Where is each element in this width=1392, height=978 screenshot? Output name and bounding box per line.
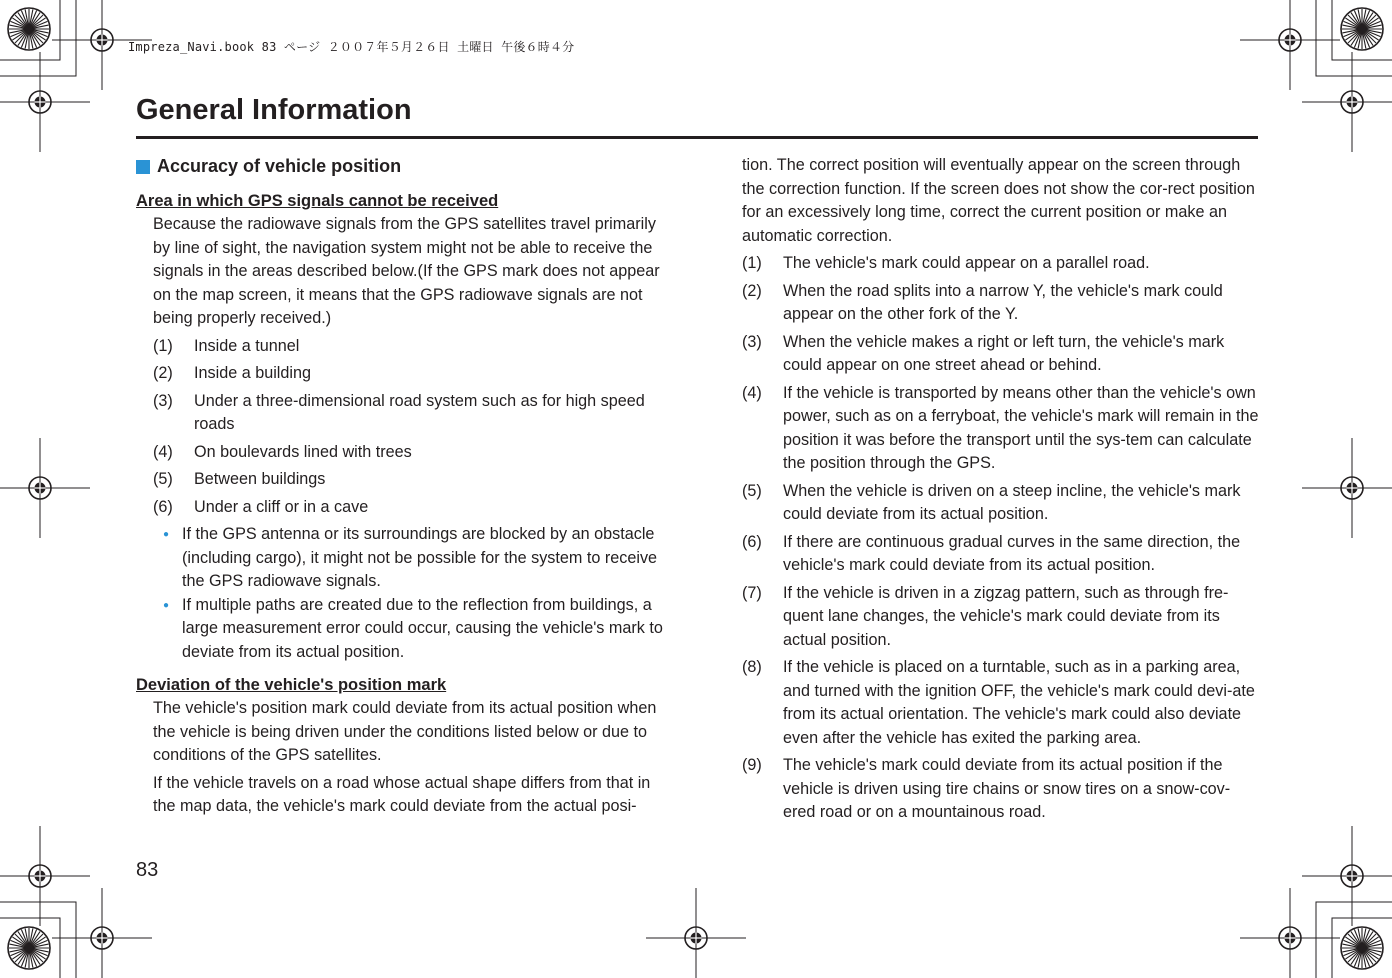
list-item [742,331,1260,378]
deviation-body [136,697,666,819]
list-item-text: The vehicle's mark could appear on a parallel road. [783,254,1150,272]
list-item-number: (4) [742,383,762,402]
square-bullet-icon [136,160,150,174]
list-item-number: (3) [742,332,762,351]
list-item-text: When the vehicle is driven on a steep incline, the vehicle's mark could deviate from its actual position. [783,481,1241,523]
list-item [153,335,666,359]
deviation-heading: Deviation of the vehicle's position mark [136,676,447,694]
note-item [153,594,666,665]
list-item-text: Under a three-dimensional road system such as for high speed roads [194,391,645,433]
section-heading-text: Accuracy of vehicle position [157,156,402,176]
list-item-number: (4) [153,442,173,461]
registration-mark [646,888,746,978]
gps-area-intro: Because the radiowave signals from the GPS satellites travel primarily by line of sight, the navigation system might not be able to receive the signals in the areas described below.(If the GPS mark does not appear on the map screen, it means that the GPS radiowave signals are not being properly received.) [153,215,660,327]
bullet-dot-icon: ● [163,599,170,611]
list-item-number: (9) [742,756,762,774]
list-item [153,441,666,465]
list-item-text: Between buildings [194,470,326,488]
list-item [742,582,1260,653]
list-item-number: (8) [742,658,762,676]
list-item-text: Inside a building [194,364,311,382]
note-text: If multiple paths are created due to the reflection from buildings, a large measurement error could occur, causing the vehicle's mark to deviate from its actual position. [182,595,663,661]
registration-mark [1302,438,1392,538]
note-item [153,523,666,594]
registration-mark [0,438,90,538]
list-item [153,496,666,520]
print-header-meta: Impreza_Navi.book 83 ページ ２００７年５月２６日 土曜日 午後６時４分 [128,40,575,54]
list-item-number: (6) [742,532,762,551]
starburst-mark-top-right [1341,8,1383,50]
left-column [136,154,666,823]
list-item-text: If the vehicle is placed on a turntable, such as in a parking area, and turned with the ignition OFF, the vehicle's mark could devi-ate from its actual orientation. The vehicle's mark could also deviate even after the vehicle has exited the parking area. [783,658,1255,747]
list-item-text: If the vehicle is driven in a zigzag pattern, such as through fre-quent lane changes, the vehicle's mark could deviate from its actual position. [783,583,1229,649]
list-item-number: (5) [153,470,173,488]
deviation-para2-end: tion. The correct position will eventually appear on the screen through the correction function. If the screen does not show the cor-rect position for an excessively long time, correct the current position or make an automatic correction. [742,156,1255,245]
list-item-number: (2) [153,364,173,382]
list-item [742,252,1260,276]
deviation-para1: The vehicle's position mark could deviate from its actual position when the vehicle is being driven under the conditions listed below or due to conditions of the GPS satellites. [153,699,657,764]
title-rule [136,136,1258,139]
starburst-mark-top-left [8,8,50,50]
list-item [742,280,1260,327]
list-item-text: When the road splits into a narrow Y, the vehicle's mark could appear on the other fork of the Y. [783,281,1223,323]
list-item-text: The vehicle's mark could deviate from its actual position if the vehicle is driven using tire chains or snow tires on a snow-cov-ered road or on a mountainous road. [783,756,1231,821]
gps-area-list [153,335,666,520]
list-item-text: When the vehicle makes a right or left turn, the vehicle's mark could appear on one street ahead or behind. [783,332,1225,374]
list-item-text: On boulevards lined with trees [194,442,412,461]
list-item [153,468,666,492]
list-item-number: (3) [153,391,173,410]
list-item-text: If there are continuous gradual curves in the same direction, the vehicle's mark could deviate from its actual position. [783,532,1241,574]
list-item [742,531,1260,578]
list-item-number: (6) [153,497,173,516]
list-item [153,362,666,386]
list-item [153,390,666,437]
list-item [742,480,1260,527]
list-item [742,656,1260,750]
list-item [742,754,1260,825]
gps-area-body [136,213,666,664]
right-column [742,154,1260,829]
starburst-mark-bottom-right [1341,927,1383,969]
list-item-number: (1) [153,336,173,355]
page-title: General Information [136,94,412,126]
gps-area-heading: Area in which GPS signals cannot be received [136,192,499,210]
page-number: 83 [136,859,159,881]
list-item-number: (7) [742,583,762,602]
list-item-text: Inside a tunnel [194,336,300,355]
list-item [742,382,1260,476]
deviation-list [742,252,1260,825]
list-item-number: (5) [742,481,762,500]
starburst-mark-bottom-left [8,927,50,969]
gps-notes-list [153,523,666,664]
list-item-text: Under a cliff or in a cave [194,497,369,516]
list-item-text: If the vehicle is transported by means other than the vehicle's own power, such as on a ferryboat, the vehicle's mark will remain in the position it was before the transport until the sys-tem can calculate the position through the GPS. [783,383,1259,472]
section-heading [136,154,666,178]
list-item-number: (1) [742,254,762,272]
bullet-dot-icon: ● [163,529,170,540]
note-text: If the GPS antenna or its surroundings are blocked by an obstacle (including cargo), it might not be possible for the system to receive the GPS radiowave signals. [182,525,658,590]
list-item-number: (2) [742,281,762,300]
deviation-para2-start: If the vehicle travels on a road whose actual shape differs from that in the map data, the vehicle's mark could deviate from the actual posi- [153,773,651,815]
